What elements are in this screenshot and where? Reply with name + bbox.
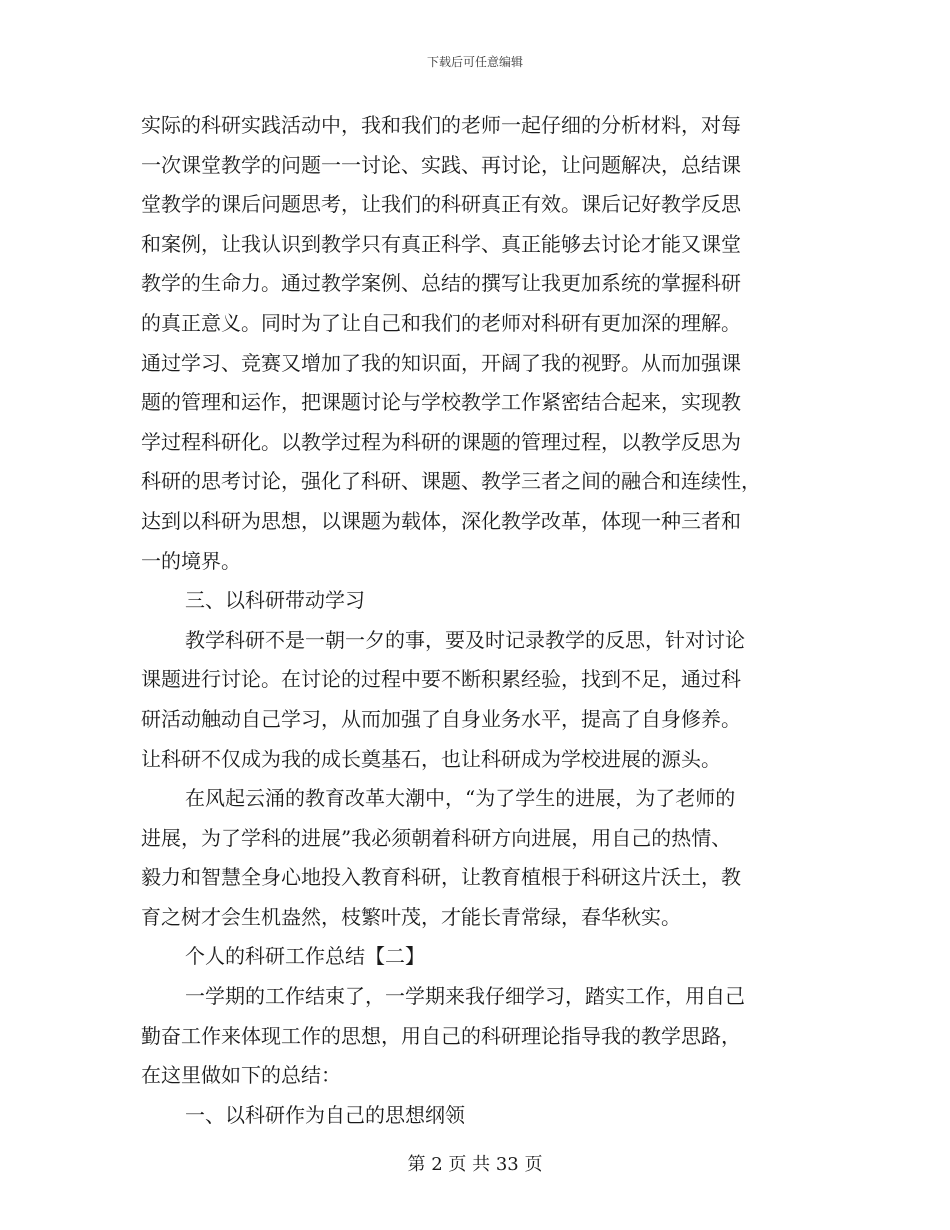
body-line: 实际的科研实践活动中，我和我们的老师一起仔细的分析材料，对每 (141, 113, 741, 137)
section-heading: 三、以科研带动学习 (185, 588, 365, 613)
body-line: 一的境界。 (141, 548, 241, 573)
body-line: 进展，为了学科的进展”我必须朝着科研方向进展，用自己的热情、 (141, 825, 732, 850)
body-line: 的真正意义。同时为了让自己和我们的老师对科研有更加深的理解。 (141, 310, 741, 335)
body-line: 让科研不仅成为我的成长奠基石，也让科研成为学校进展的源头。 (141, 746, 721, 771)
body-line: 达到以科研为思想，以课题为载体，深化教学改革，体现一种三者和 (141, 508, 741, 533)
body-line: 教学科研不是一朝一夕的事，要及时记录教学的反思，针对讨论 (185, 627, 745, 652)
section-heading: 一、以科研作为自己的思想纲领 (185, 1102, 465, 1127)
section-heading: 个人的科研工作总结【二】 (185, 944, 425, 969)
page-header-note: 下载后可任意编辑 (426, 55, 523, 69)
body-line: 在这里做如下的总结： (141, 1063, 341, 1088)
body-line: 勤奋工作来体现工作的思想，用自己的科研理论指导我的教学思路， (141, 1023, 741, 1048)
document-body (141, 106, 809, 1135)
body-line: 科研的思考讨论，强化了科研、课题、教学三者之间的融合和连续性， (141, 469, 761, 494)
body-line: 课题进行讨论。在讨论的过程中要不断积累经验，找到不足，通过科 (141, 667, 741, 692)
body-line: 育之树才会生机盎然，枝繁叶茂，才能长青常绿，春华秋实。 (141, 904, 681, 929)
body-line: 一次课堂教学的问题一一讨论、实践、再讨论，让问题解决，总结课 (141, 152, 741, 177)
body-line: 教学的生命力。通过教学案例、总结的撰写让我更加系统的掌握科研 (141, 271, 741, 296)
body-line: 毅力和智慧全身心地投入教育科研，让教育植根于科研这片沃土，教 (141, 865, 741, 890)
page-number: 第 2 页 共 33 页 (407, 1154, 543, 1175)
body-line: 和案例，让我认识到教学只有真正科学、真正能够去讨论才能又课堂 (141, 231, 741, 256)
body-line: 题的管理和运作，把课题讨论与学校教学工作紧密结合起来，实现教 (141, 390, 741, 415)
body-line: 学过程科研化。以教学过程为科研的课题的管理过程，以教学反思为 (141, 429, 741, 454)
body-line: 一学期的工作结束了，一学期来我仔细学习，踏实工作，用自己 (185, 984, 745, 1009)
body-line: 堂教学的课后问题思考，让我们的科研真正有效。课后记好教学反思 (141, 192, 741, 217)
body-line: 通过学习、竞赛又增加了我的知识面，开阔了我的视野。从而加强课 (141, 350, 741, 375)
body-line: 在风起云涌的教育改革大潮中，“为了学生的进展，为了老师的 (185, 786, 736, 811)
body-line: 研活动触动自己学习，从而加强了自身业务水平，提高了自身修养。 (141, 706, 741, 731)
